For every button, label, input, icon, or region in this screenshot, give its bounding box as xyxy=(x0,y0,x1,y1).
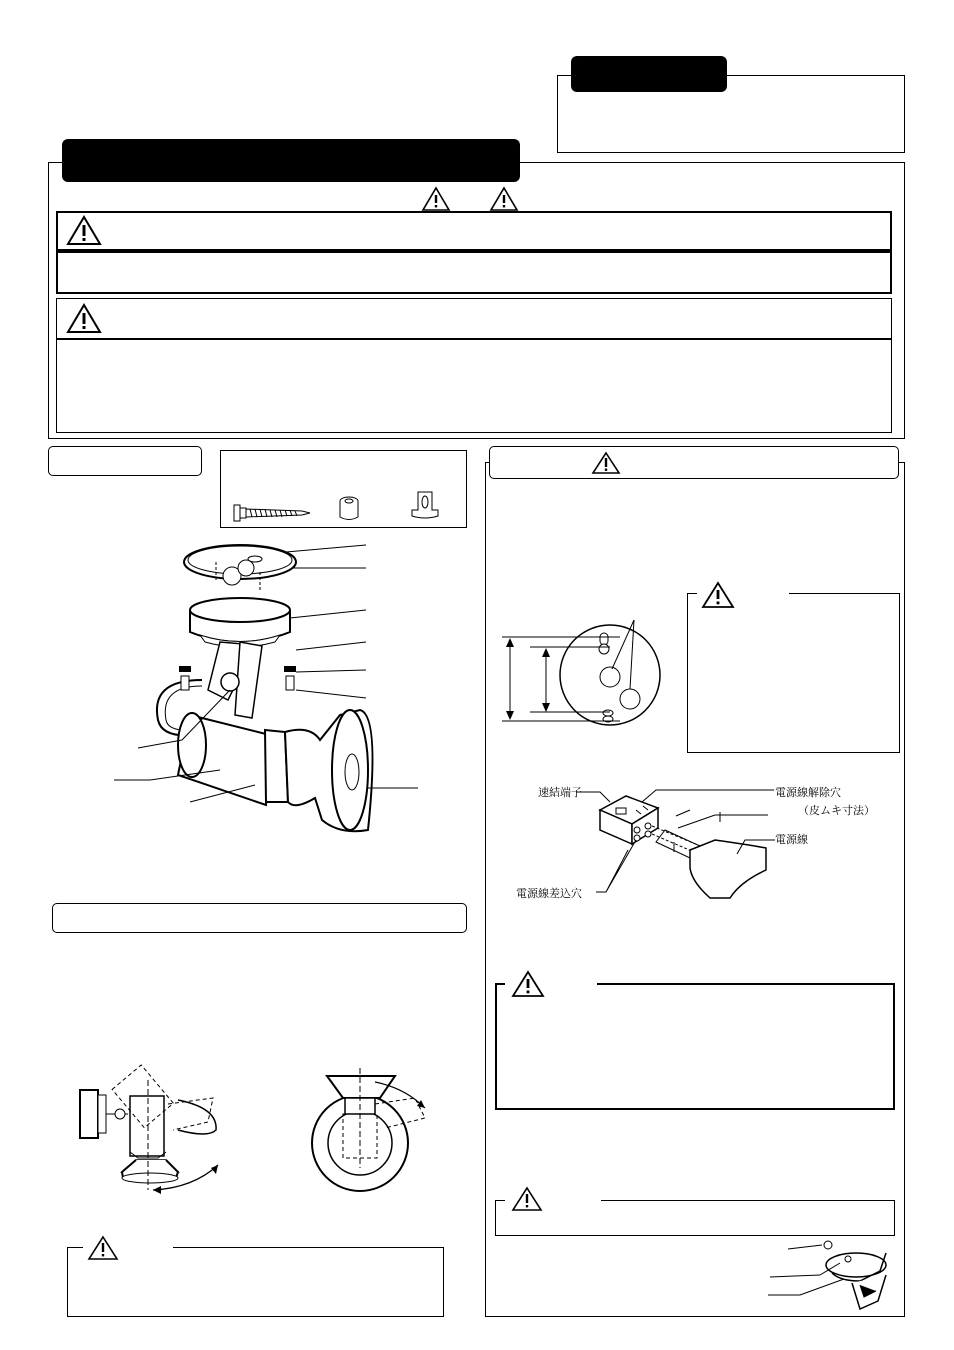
mounting-caution-box xyxy=(687,593,900,753)
wire-insert-hole-label: 電源線差込穴 xyxy=(516,887,582,900)
adjust-section-header xyxy=(52,903,467,933)
quick-terminal-label: 速結端子 xyxy=(538,786,582,799)
adjust-side-view-diagram xyxy=(78,1060,248,1200)
wire-release-hole-label: 電源線解除穴 xyxy=(775,786,841,799)
adjust-front-view-diagram xyxy=(305,1068,435,1198)
product-exploded-diagram xyxy=(110,540,430,840)
cap-assembly-diagram xyxy=(760,1235,890,1315)
caution-block-header xyxy=(56,298,892,339)
warning-block-header xyxy=(56,211,892,251)
top-right-banner xyxy=(571,56,727,92)
power-wire-label: 電源線 xyxy=(775,833,808,846)
safety-banner xyxy=(62,139,520,182)
warning-block-body xyxy=(56,251,892,294)
warning-icon xyxy=(592,452,620,474)
warning-icon xyxy=(512,971,544,997)
warning-icon xyxy=(67,304,101,333)
warning-icon xyxy=(512,1187,542,1211)
warning-icon xyxy=(67,216,101,245)
screw-icon xyxy=(232,500,312,526)
cap-icon xyxy=(410,490,440,522)
warning-icon xyxy=(490,187,518,211)
strip-length-label: （皮ムキ寸法） xyxy=(798,804,875,817)
caution-block-body xyxy=(56,339,892,433)
installation-header xyxy=(489,446,899,479)
parts-header xyxy=(48,446,202,476)
warning-icon xyxy=(422,187,450,211)
wiring-caution-box xyxy=(495,983,895,1110)
anchor-plug-icon xyxy=(334,495,364,523)
warning-icon xyxy=(88,1236,118,1260)
mounting-plate-diagram xyxy=(500,615,665,730)
warning-icon xyxy=(702,582,734,608)
